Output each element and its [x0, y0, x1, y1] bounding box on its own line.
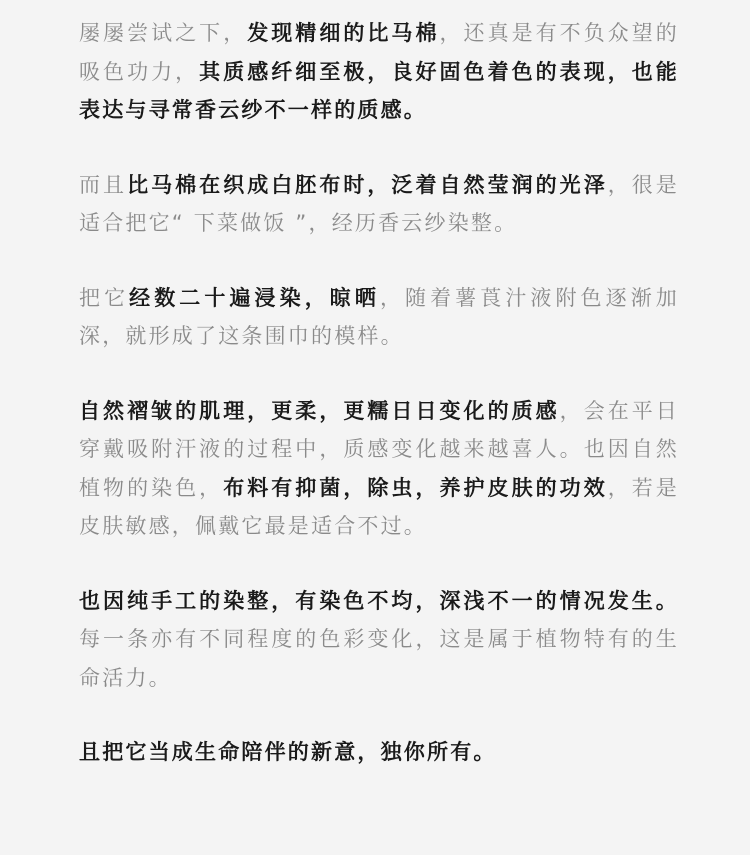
- text-run-bold: 比马棉在织成白胚布时，泛着自然莹润的光泽: [127, 172, 608, 197]
- text-run-bold: 自然褶皱的肌理，更柔，更糯日日变化的质感: [79, 398, 560, 423]
- text-run: ，随着薯莨汁液附色逐渐加深，就形成了这条围巾的模样。: [79, 285, 679, 348]
- text-run-bold: 经数二十遍浸染，晾晒: [129, 285, 380, 310]
- text-run: ，还真是有不负众望的吸色功力，: [79, 21, 679, 84]
- text-run-bold: 其质感纤细至极，良好固色着色的表现，也能表达与寻常香云纱不一样的质感。: [79, 59, 680, 122]
- paragraph-2: [79, 166, 679, 243]
- text-run-bold: 也因纯手工的染整，有染色不均，深浅不一的情况发生。: [79, 588, 679, 613]
- text-run: 而且: [79, 172, 128, 197]
- text-run-bold: 且把它当成生命陪伴的新意，独你所有。: [79, 740, 497, 764]
- paragraph-5: [79, 582, 679, 698]
- paragraph-1: [79, 14, 679, 130]
- text-run: 把它: [79, 285, 130, 310]
- paragraph-6: [79, 733, 679, 772]
- text-run: 每一条亦有不同程度的色彩变化，这是属于植物特有的生命活力。: [79, 627, 679, 690]
- text-run: 屡屡尝试之下，: [79, 21, 248, 45]
- text-run-bold: 布料有抑菌，除虫，养护皮肤的功效: [223, 475, 608, 500]
- article-body: [79, 14, 679, 808]
- paragraph-3: [79, 279, 679, 356]
- text-run: ，若是皮肤敏感，佩戴它最是适合不过。: [79, 475, 679, 538]
- paragraph-4: [79, 392, 679, 546]
- text-run-bold: 发现精细的比马棉: [247, 21, 440, 45]
- text-run: ，会在平日穿戴吸附汗液的过程中，质感变化越来越喜人。也因自然植物的染色，: [79, 398, 680, 500]
- text-run: ，很是适合把它“ 下菜做饭 ”，经历香云纱染整。: [79, 172, 679, 235]
